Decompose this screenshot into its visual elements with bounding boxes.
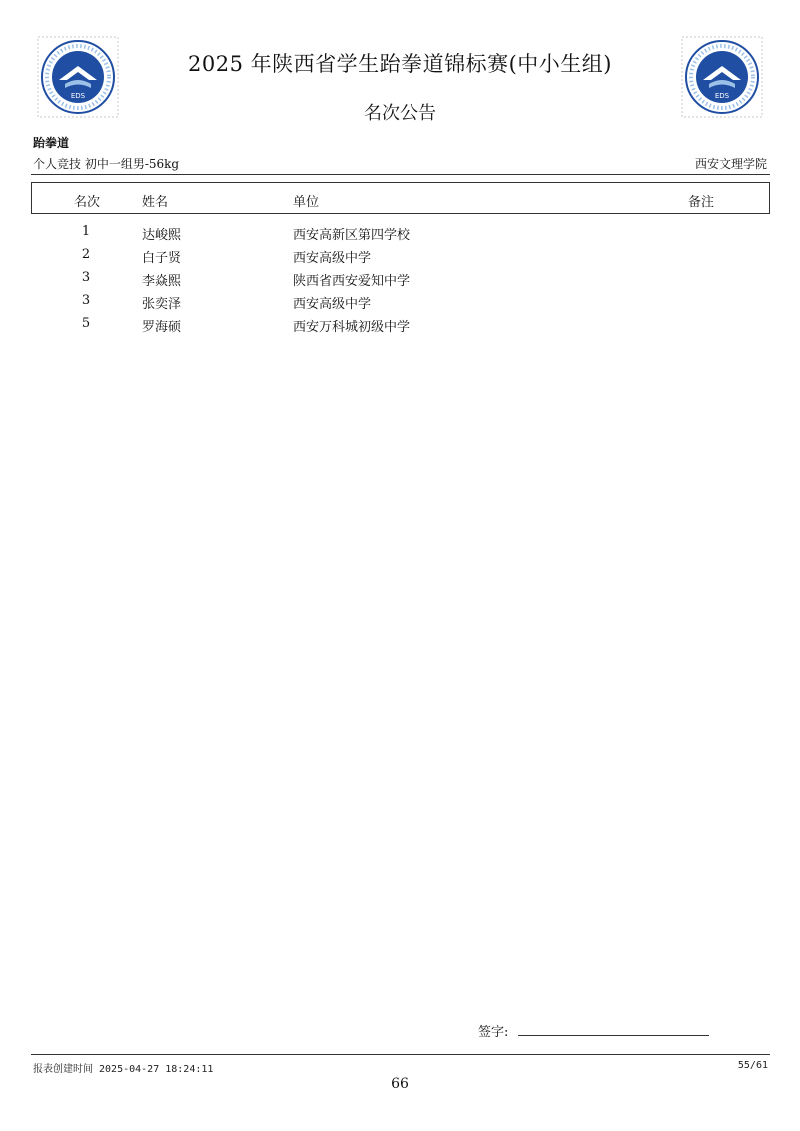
- results-table-body: [31, 222, 770, 337]
- rank-cell: 2: [81, 247, 91, 262]
- name-cell: 李焱熙: [142, 274, 182, 289]
- name-cell: 白子贤: [142, 251, 182, 266]
- logo-text: EDS: [714, 92, 730, 100]
- table-row: [31, 245, 770, 268]
- name-cell: 罗海硕: [142, 320, 182, 335]
- column-header-unit: 单位: [293, 195, 320, 210]
- table-header: [31, 182, 770, 214]
- divider: [31, 174, 770, 175]
- name-cell: 达峻熙: [142, 228, 182, 243]
- page-title: 2025 年陕西省学生跆拳道锦标赛(中小生组): [187, 52, 612, 76]
- page-number: 66: [391, 1076, 409, 1092]
- column-header-name: 姓名: [142, 195, 169, 210]
- unit-cell: 西安高级中学: [293, 297, 372, 312]
- table-row: [31, 268, 770, 291]
- rank-cell: 1: [81, 224, 91, 239]
- report-created-time: 报表创建时间 2025-04-27 18:24:11: [33, 1064, 214, 1075]
- sport-label: 跆拳道: [33, 136, 70, 150]
- unit-cell: 陕西省西安爱知中学: [293, 274, 411, 289]
- table-row: [31, 314, 770, 337]
- logo-text: EDS: [70, 92, 86, 100]
- venue-label: 西安文理学院: [694, 157, 767, 171]
- table-row: [31, 291, 770, 314]
- name-cell: 张奕泽: [142, 297, 182, 312]
- column-header-rank: 名次: [73, 195, 100, 210]
- unit-cell: 西安高级中学: [293, 251, 372, 266]
- unit-cell: 西安高新区第四学校: [293, 228, 411, 243]
- column-header-note: 备注: [688, 195, 715, 210]
- unit-cell: 西安万科城初级中学: [293, 320, 411, 335]
- rank-cell: 5: [81, 316, 91, 331]
- rank-cell: 3: [81, 293, 91, 308]
- rank-cell: 3: [81, 270, 91, 285]
- signature-line: [518, 1035, 709, 1036]
- signature-label: 签字:: [478, 1025, 509, 1040]
- event-label: 个人竞技 初中一组男-56kg: [33, 157, 180, 171]
- page-subtitle: 名次公告: [364, 103, 436, 124]
- page-count: 55/61: [737, 1060, 768, 1071]
- footer-divider: [31, 1054, 770, 1055]
- table-row: [31, 222, 770, 245]
